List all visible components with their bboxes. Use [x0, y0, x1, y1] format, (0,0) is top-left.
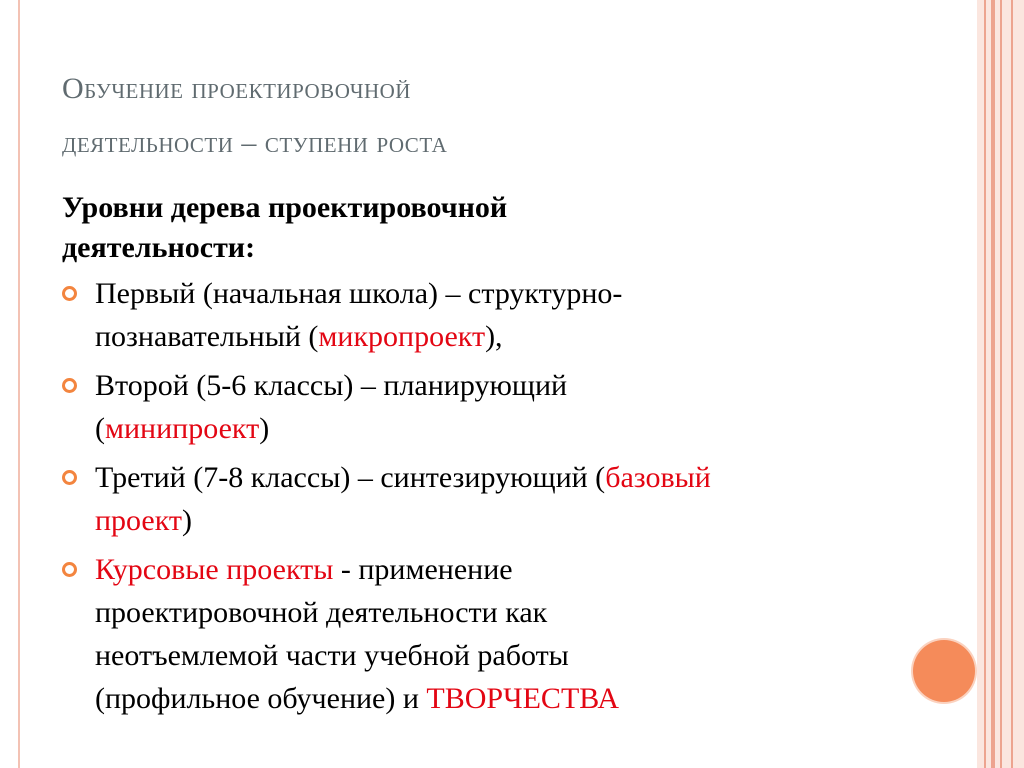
list-item: Третий (7-8 классы) – синтезирующий (базовый проект): [62, 456, 902, 542]
bullet-list: [62, 272, 902, 720]
decor-circle: [913, 640, 975, 702]
bullet-icon: [62, 562, 77, 577]
title-line-2: деятельности – ступени роста: [62, 126, 448, 159]
decor-stripe: [984, 0, 986, 768]
list-item: Курсовые проекты - применение проектировочной деятельности как неотъемлемой части учебной работы (профильное обучение) и ТВОРЧЕСТВА: [62, 548, 902, 720]
section-heading: [62, 188, 902, 268]
highlight-text: ТВОРЧЕСТВА: [426, 682, 620, 715]
highlight-text: базовый: [605, 461, 711, 494]
highlight-text: минипроект: [105, 412, 260, 445]
bullet-icon: [62, 286, 77, 301]
left-decor-line: [18, 0, 20, 768]
decor-stripe: [991, 0, 995, 768]
slide-body: [62, 188, 902, 726]
highlight-text: проект: [95, 504, 183, 537]
decor-stripe: [1000, 0, 1002, 768]
slide-title: [62, 62, 882, 170]
heading-line-2: деятельности:: [62, 231, 256, 264]
highlight-text: микропроект: [318, 320, 486, 353]
title-line-1: Обучение проектировочной: [62, 72, 411, 105]
bullet-icon: [62, 470, 77, 485]
list-item: Первый (начальная школа) – структурно- познавательный (микропроект),: [62, 272, 902, 358]
highlight-text: Курсовые проекты: [95, 553, 334, 586]
decor-stripe: [1011, 0, 1013, 768]
list-item: Второй (5-6 классы) – планирующий (минипроект): [62, 364, 902, 450]
heading-line-1: Уровни дерева проектировочной: [62, 191, 508, 224]
bullet-icon: [62, 378, 77, 393]
